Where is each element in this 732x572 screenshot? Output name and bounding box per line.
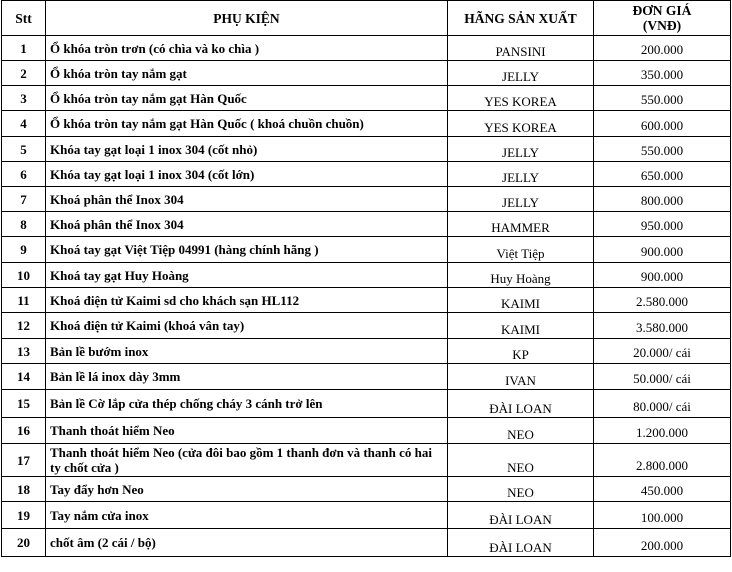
row-brand: JELLY bbox=[448, 137, 594, 162]
row-product-name: Bản lề Cờ lắp cửa thép chống cháy 3 cánh trở lên bbox=[46, 390, 448, 418]
table-row bbox=[2, 61, 731, 86]
table-row bbox=[2, 212, 731, 237]
row-price: 50.000/ cái bbox=[594, 364, 731, 390]
row-brand: YES KOREA bbox=[448, 111, 594, 137]
row-price: 80.000/ cái bbox=[594, 390, 731, 418]
row-product-name: Khoá điện tử Kaimi sd cho khách sạn HL112 bbox=[46, 288, 448, 313]
table-row bbox=[2, 237, 731, 263]
row-price: 100.000 bbox=[594, 502, 731, 529]
table-row bbox=[2, 444, 731, 477]
row-product-name: Khoá tay gạt Huy Hoàng bbox=[46, 263, 448, 288]
row-stt: 19 bbox=[2, 502, 46, 529]
row-stt: 10 bbox=[2, 263, 46, 288]
row-brand: KAIMI bbox=[448, 288, 594, 313]
table-row bbox=[2, 137, 731, 162]
row-product-name: Tay đẩy hơn Neo bbox=[46, 477, 448, 502]
row-stt: 15 bbox=[2, 390, 46, 418]
row-product-name: Thanh thoát hiểm Neo bbox=[46, 418, 448, 444]
row-price: 1.200.000 bbox=[594, 418, 731, 444]
row-product-name: Ổ khóa tròn tay nắm gạt Hàn Quốc ( khoá chuồn chuồn) bbox=[46, 111, 448, 137]
table-row bbox=[2, 313, 731, 339]
table-row bbox=[2, 418, 731, 444]
row-price: 450.000 bbox=[594, 477, 731, 502]
row-price: 2.580.000 bbox=[594, 288, 731, 313]
row-price: 200.000 bbox=[594, 529, 731, 557]
header-name: PHỤ KIỆN bbox=[46, 1, 448, 36]
row-stt: 2 bbox=[2, 61, 46, 86]
row-brand: KAIMI bbox=[448, 313, 594, 339]
row-product-name: chốt âm (2 cái / bộ) bbox=[46, 529, 448, 557]
header-price-line2: (VNĐ) bbox=[642, 18, 682, 33]
row-product-name: Khoá tay gạt Việt Tiệp 04991 (hàng chính hãng ) bbox=[46, 237, 448, 263]
row-brand: ĐÀI LOAN bbox=[448, 390, 594, 418]
row-price: 950.000 bbox=[594, 212, 731, 237]
row-product-name: Khoá phân thể Inox 304 bbox=[46, 212, 448, 237]
row-stt: 1 bbox=[2, 36, 46, 61]
row-product-name: Ổ khóa tròn tay nắm gạt Hàn Quốc bbox=[46, 86, 448, 111]
header-price-line1: ĐƠN GIÁ bbox=[632, 3, 692, 18]
table-row bbox=[2, 36, 731, 61]
row-brand: YES KOREA bbox=[448, 86, 594, 111]
row-stt: 4 bbox=[2, 111, 46, 137]
row-price: 900.000 bbox=[594, 237, 731, 263]
row-product-name: Bản lề lá inox dày 3mm bbox=[46, 364, 448, 390]
table-row bbox=[2, 339, 731, 364]
row-brand: KP bbox=[448, 339, 594, 364]
row-brand: JELLY bbox=[448, 187, 594, 212]
row-stt: 13 bbox=[2, 339, 46, 364]
row-price: 3.580.000 bbox=[594, 313, 731, 339]
header-brand: HÃNG SẢN XUẤT bbox=[448, 1, 594, 36]
row-brand: IVAN bbox=[448, 364, 594, 390]
row-brand: ĐÀI LOAN bbox=[448, 502, 594, 529]
row-stt: 5 bbox=[2, 137, 46, 162]
header-row bbox=[2, 1, 731, 36]
row-brand: HAMMER bbox=[448, 212, 594, 237]
table-row bbox=[2, 502, 731, 529]
table-row bbox=[2, 364, 731, 390]
row-brand: ĐÀI LOAN bbox=[448, 529, 594, 557]
row-stt: 11 bbox=[2, 288, 46, 313]
row-product-name: Khóa tay gạt loại 1 inox 304 (cốt nhỏ) bbox=[46, 137, 448, 162]
row-product-name: Khoá điện tử Kaimi (khoá vân tay) bbox=[46, 313, 448, 339]
row-price: 20.000/ cái bbox=[594, 339, 731, 364]
row-brand: NEO bbox=[448, 444, 594, 477]
row-product-name: Tay nắm cửa inox bbox=[46, 502, 448, 529]
row-product-name: Thanh thoát hiểm Neo (cửa đôi bao gồm 1 thanh đơn và thanh có hai ty chốt cửa ) bbox=[46, 444, 448, 477]
row-product-name: Bản lề bướm inox bbox=[46, 339, 448, 364]
table-row bbox=[2, 187, 731, 212]
row-product-name: Ổ khóa tròn tay nắm gạt bbox=[46, 61, 448, 86]
row-stt: 20 bbox=[2, 529, 46, 557]
row-brand: JELLY bbox=[448, 162, 594, 187]
row-brand: PANSINI bbox=[448, 36, 594, 61]
row-stt: 14 bbox=[2, 364, 46, 390]
row-stt: 8 bbox=[2, 212, 46, 237]
table-row bbox=[2, 288, 731, 313]
row-brand: JELLY bbox=[448, 61, 594, 86]
row-product-name: Ổ khóa tròn trơn (có chìa và ko chìa ) bbox=[46, 36, 448, 61]
row-stt: 18 bbox=[2, 477, 46, 502]
row-price: 600.000 bbox=[594, 111, 731, 137]
table-row bbox=[2, 111, 731, 137]
table-row bbox=[2, 86, 731, 111]
row-brand: Huy Hoàng bbox=[448, 263, 594, 288]
row-brand: NEO bbox=[448, 477, 594, 502]
row-stt: 17 bbox=[2, 444, 46, 477]
row-brand: Việt Tiệp bbox=[448, 237, 594, 263]
row-price: 200.000 bbox=[594, 36, 731, 61]
row-stt: 3 bbox=[2, 86, 46, 111]
table-row bbox=[2, 390, 731, 418]
table-row bbox=[2, 162, 731, 187]
row-stt: 16 bbox=[2, 418, 46, 444]
row-price: 550.000 bbox=[594, 137, 731, 162]
table-row bbox=[2, 263, 731, 288]
header-stt: Stt bbox=[2, 1, 46, 36]
row-stt: 12 bbox=[2, 313, 46, 339]
row-brand: NEO bbox=[448, 418, 594, 444]
row-price: 900.000 bbox=[594, 263, 731, 288]
row-product-name: Khoá phân thể Inox 304 bbox=[46, 187, 448, 212]
row-product-name: Khóa tay gạt loại 1 inox 304 (cốt lớn) bbox=[46, 162, 448, 187]
row-price: 800.000 bbox=[594, 187, 731, 212]
table-row bbox=[2, 477, 731, 502]
row-stt: 6 bbox=[2, 162, 46, 187]
row-stt: 9 bbox=[2, 237, 46, 263]
row-price: 350.000 bbox=[594, 61, 731, 86]
price-table bbox=[1, 0, 731, 557]
row-stt: 7 bbox=[2, 187, 46, 212]
table-row bbox=[2, 529, 731, 557]
row-price: 2.800.000 bbox=[594, 444, 731, 477]
row-price: 550.000 bbox=[594, 86, 731, 111]
row-price: 650.000 bbox=[594, 162, 731, 187]
header-price bbox=[594, 1, 731, 36]
